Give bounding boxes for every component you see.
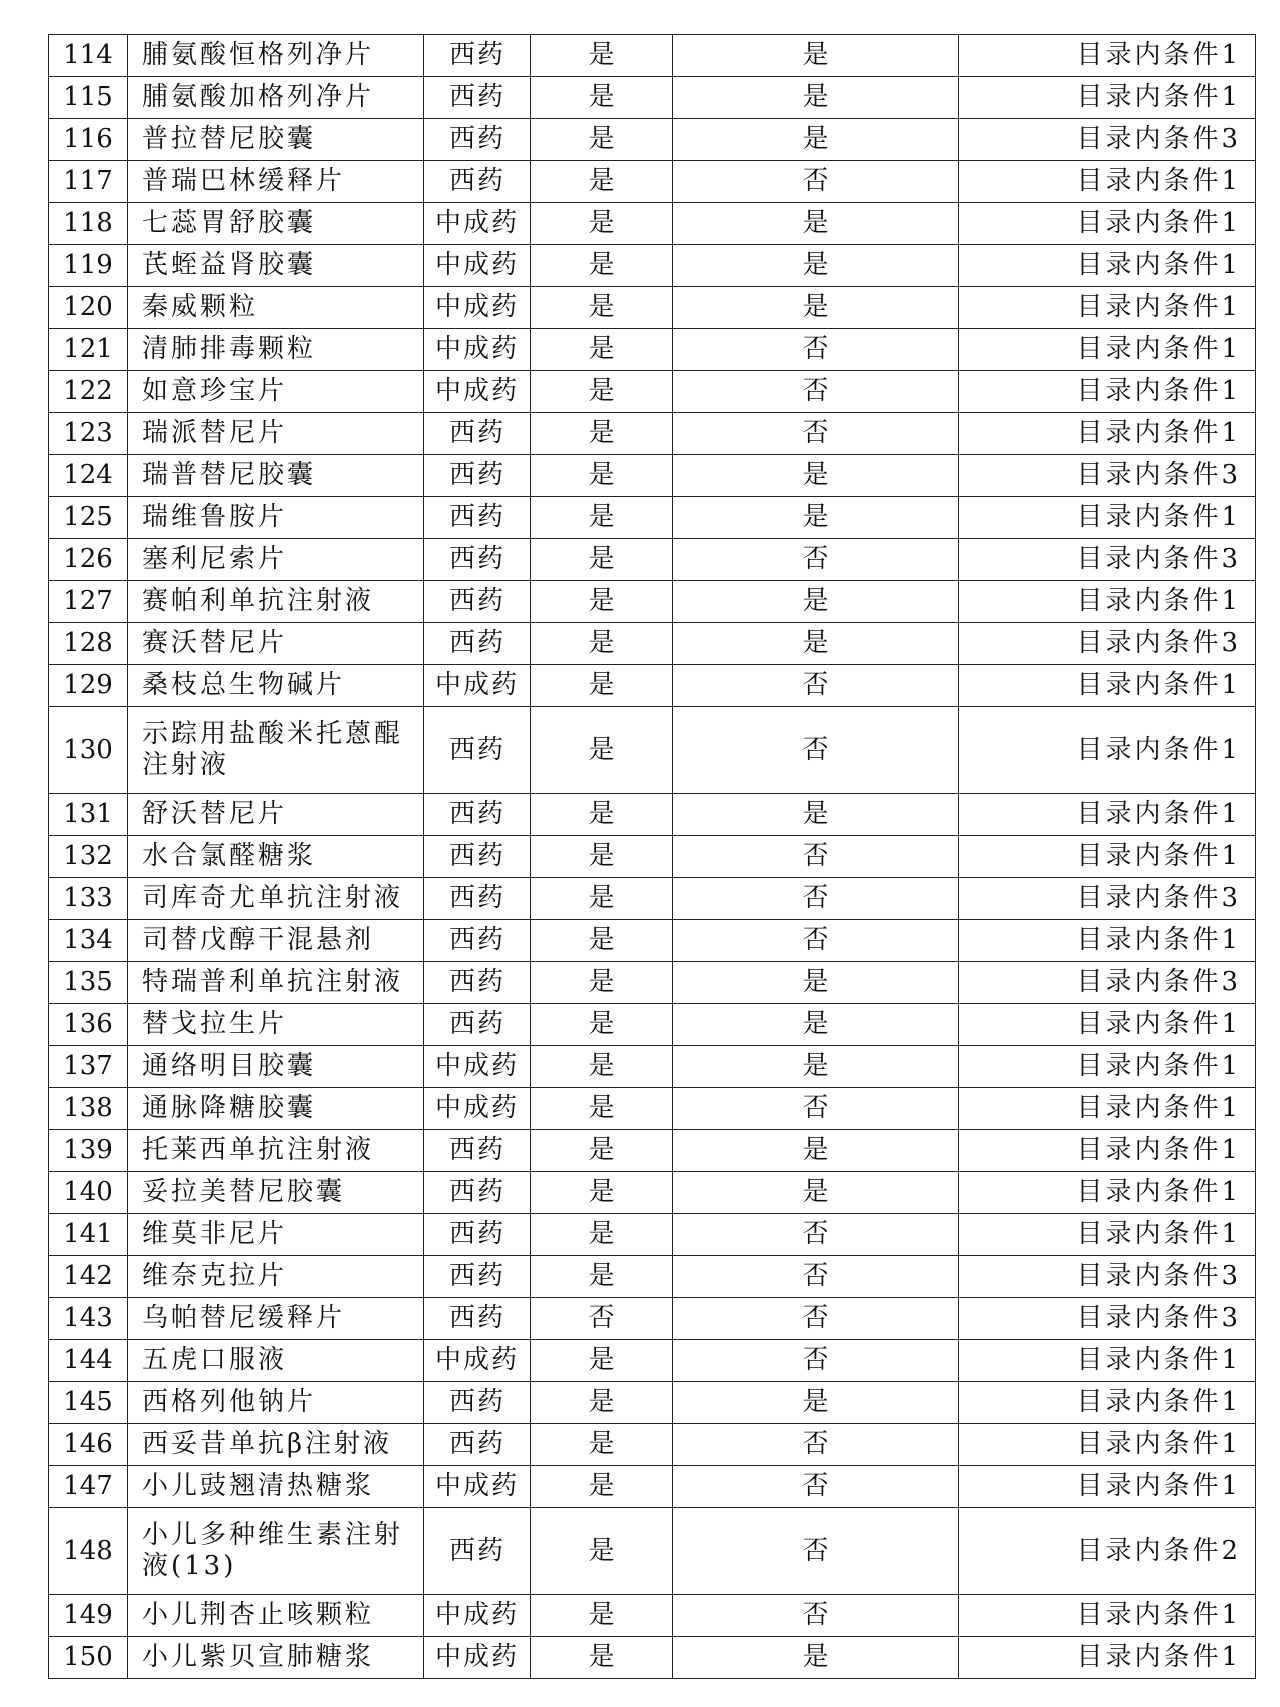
drug-name: 瑞派替尼片 (128, 413, 424, 455)
flag-column-4: 是 (531, 203, 673, 245)
drug-name: 如意珍宝片 (128, 371, 424, 413)
table-row (49, 1046, 1256, 1088)
row-number: 117 (49, 161, 128, 203)
flag-column-4: 是 (531, 581, 673, 623)
flag-column-5: 是 (673, 77, 959, 119)
row-number: 121 (49, 329, 128, 371)
flag-column-5: 否 (673, 665, 959, 707)
table-row (49, 665, 1256, 707)
row-number: 134 (49, 920, 128, 962)
drug-name: 维莫非尼片 (128, 1214, 424, 1256)
drug-type: 西药 (424, 836, 531, 878)
flag-column-5: 是 (673, 455, 959, 497)
flag-column-4: 是 (531, 1382, 673, 1424)
drug-type: 西药 (424, 77, 531, 119)
table-row (49, 245, 1256, 287)
row-number: 130 (49, 707, 128, 794)
drug-name: 通络明目胶囊 (128, 1046, 424, 1088)
flag-column-4: 是 (531, 1637, 673, 1679)
row-number: 122 (49, 371, 128, 413)
flag-column-5: 否 (673, 1088, 959, 1130)
catalog-condition: 目录内条件3 (959, 119, 1256, 161)
row-number: 129 (49, 665, 128, 707)
row-number: 140 (49, 1172, 128, 1214)
flag-column-5: 否 (673, 413, 959, 455)
flag-column-5: 否 (673, 707, 959, 794)
row-number: 127 (49, 581, 128, 623)
row-number: 118 (49, 203, 128, 245)
flag-column-4: 是 (531, 539, 673, 581)
drug-name: 芪蛭益肾胶囊 (128, 245, 424, 287)
flag-column-4: 是 (531, 245, 673, 287)
catalog-condition: 目录内条件1 (959, 413, 1256, 455)
drug-type: 西药 (424, 1172, 531, 1214)
flag-column-5: 是 (673, 794, 959, 836)
table-row (49, 497, 1256, 539)
drug-type: 西药 (424, 1298, 531, 1340)
drug-type: 西药 (424, 413, 531, 455)
flag-column-5: 否 (673, 920, 959, 962)
drug-name: 西格列他钠片 (128, 1382, 424, 1424)
flag-column-5: 是 (673, 962, 959, 1004)
row-number: 141 (49, 1214, 128, 1256)
catalog-condition: 目录内条件1 (959, 1466, 1256, 1508)
table-row (49, 1088, 1256, 1130)
flag-column-5: 否 (673, 1256, 959, 1298)
table-row (49, 287, 1256, 329)
flag-column-5: 否 (673, 1595, 959, 1637)
table-body (49, 35, 1256, 1679)
drug-type: 中成药 (424, 1340, 531, 1382)
flag-column-4: 否 (531, 1298, 673, 1340)
drug-name: 小儿豉翘清热糖浆 (128, 1466, 424, 1508)
table-row (49, 455, 1256, 497)
table-row (49, 1172, 1256, 1214)
flag-column-5: 否 (673, 1340, 959, 1382)
flag-column-4: 是 (531, 413, 673, 455)
flag-column-5: 是 (673, 581, 959, 623)
drug-type: 中成药 (424, 245, 531, 287)
catalog-condition: 目录内条件1 (959, 836, 1256, 878)
flag-column-4: 是 (531, 329, 673, 371)
drug-type: 西药 (424, 455, 531, 497)
flag-column-5: 是 (673, 35, 959, 77)
flag-column-5: 是 (673, 1130, 959, 1172)
flag-column-5: 否 (673, 161, 959, 203)
table-row (49, 1214, 1256, 1256)
table-row (49, 77, 1256, 119)
drug-name: 普瑞巴林缓释片 (128, 161, 424, 203)
row-number: 132 (49, 836, 128, 878)
drug-name: 托莱西单抗注射液 (128, 1130, 424, 1172)
drug-type: 西药 (424, 35, 531, 77)
flag-column-5: 是 (673, 245, 959, 287)
table-row (49, 539, 1256, 581)
drug-type: 西药 (424, 539, 531, 581)
drug-name: 特瑞普利单抗注射液 (128, 962, 424, 1004)
catalog-condition: 目录内条件1 (959, 1046, 1256, 1088)
catalog-condition: 目录内条件1 (959, 1172, 1256, 1214)
drug-name: 瑞普替尼胶囊 (128, 455, 424, 497)
row-number: 142 (49, 1256, 128, 1298)
drug-type: 西药 (424, 623, 531, 665)
drug-name: 司库奇尤单抗注射液 (128, 878, 424, 920)
flag-column-4: 是 (531, 707, 673, 794)
row-number: 145 (49, 1382, 128, 1424)
flag-column-4: 是 (531, 1130, 673, 1172)
flag-column-4: 是 (531, 161, 673, 203)
document-page (48, 34, 1255, 1679)
table-row (49, 1382, 1256, 1424)
row-number: 146 (49, 1424, 128, 1466)
table-row (49, 413, 1256, 455)
drug-name: 示踪用盐酸米托蒽醌注射液 (128, 707, 424, 794)
flag-column-4: 是 (531, 1340, 673, 1382)
flag-column-5: 是 (673, 1382, 959, 1424)
drug-name: 替戈拉生片 (128, 1004, 424, 1046)
flag-column-5: 是 (673, 287, 959, 329)
row-number: 137 (49, 1046, 128, 1088)
row-number: 131 (49, 794, 128, 836)
row-number: 139 (49, 1130, 128, 1172)
table-row (49, 1466, 1256, 1508)
table-row (49, 329, 1256, 371)
table-row (49, 1298, 1256, 1340)
catalog-condition: 目录内条件1 (959, 920, 1256, 962)
catalog-condition: 目录内条件1 (959, 287, 1256, 329)
catalog-condition: 目录内条件1 (959, 1382, 1256, 1424)
catalog-condition: 目录内条件1 (959, 1214, 1256, 1256)
catalog-condition: 目录内条件1 (959, 794, 1256, 836)
flag-column-4: 是 (531, 35, 673, 77)
catalog-condition: 目录内条件1 (959, 497, 1256, 539)
catalog-condition: 目录内条件3 (959, 1256, 1256, 1298)
drug-name: 赛沃替尼片 (128, 623, 424, 665)
row-number: 135 (49, 962, 128, 1004)
catalog-condition: 目录内条件1 (959, 1004, 1256, 1046)
flag-column-5: 否 (673, 1424, 959, 1466)
drug-type: 中成药 (424, 665, 531, 707)
table-row (49, 119, 1256, 161)
catalog-condition: 目录内条件3 (959, 1298, 1256, 1340)
flag-column-4: 是 (531, 836, 673, 878)
catalog-condition: 目录内条件1 (959, 581, 1256, 623)
drug-type: 中成药 (424, 1595, 531, 1637)
row-number: 144 (49, 1340, 128, 1382)
flag-column-4: 是 (531, 497, 673, 539)
flag-column-5: 否 (673, 329, 959, 371)
drug-name: 瑞维鲁胺片 (128, 497, 424, 539)
flag-column-4: 是 (531, 119, 673, 161)
table-row (49, 1637, 1256, 1679)
catalog-condition: 目录内条件1 (959, 1130, 1256, 1172)
catalog-condition: 目录内条件3 (959, 539, 1256, 581)
table-row (49, 623, 1256, 665)
drug-name: 塞利尼索片 (128, 539, 424, 581)
drug-name: 赛帕利单抗注射液 (128, 581, 424, 623)
row-number: 149 (49, 1595, 128, 1637)
drug-name: 秦威颗粒 (128, 287, 424, 329)
catalog-condition: 目录内条件1 (959, 371, 1256, 413)
row-number: 143 (49, 1298, 128, 1340)
drug-name: 司替戊醇干混悬剂 (128, 920, 424, 962)
flag-column-5: 是 (673, 1046, 959, 1088)
drug-name: 乌帕替尼缓释片 (128, 1298, 424, 1340)
flag-column-5: 否 (673, 878, 959, 920)
flag-column-4: 是 (531, 1214, 673, 1256)
flag-column-5: 是 (673, 203, 959, 245)
flag-column-5: 是 (673, 1637, 959, 1679)
flag-column-4: 是 (531, 920, 673, 962)
row-number: 148 (49, 1508, 128, 1595)
table-row (49, 794, 1256, 836)
flag-column-5: 是 (673, 623, 959, 665)
flag-column-4: 是 (531, 1595, 673, 1637)
drug-type: 西药 (424, 794, 531, 836)
drug-type: 西药 (424, 1130, 531, 1172)
catalog-condition: 目录内条件3 (959, 878, 1256, 920)
drug-name: 小儿荆杏止咳颗粒 (128, 1595, 424, 1637)
row-number: 115 (49, 77, 128, 119)
table-row (49, 878, 1256, 920)
drug-name: 妥拉美替尼胶囊 (128, 1172, 424, 1214)
flag-column-5: 否 (673, 1214, 959, 1256)
drug-name: 普拉替尼胶囊 (128, 119, 424, 161)
drug-type: 西药 (424, 119, 531, 161)
drug-name: 清肺排毒颗粒 (128, 329, 424, 371)
drug-type: 中成药 (424, 1637, 531, 1679)
catalog-condition: 目录内条件3 (959, 623, 1256, 665)
row-number: 116 (49, 119, 128, 161)
table-row (49, 161, 1256, 203)
table-row (49, 371, 1256, 413)
drug-name: 桑枝总生物碱片 (128, 665, 424, 707)
catalog-condition: 目录内条件1 (959, 1340, 1256, 1382)
row-number: 120 (49, 287, 128, 329)
flag-column-4: 是 (531, 1256, 673, 1298)
drug-type: 中成药 (424, 329, 531, 371)
table-row (49, 1256, 1256, 1298)
drug-type: 西药 (424, 878, 531, 920)
drug-type: 西药 (424, 1256, 531, 1298)
flag-column-4: 是 (531, 371, 673, 413)
flag-column-5: 是 (673, 1172, 959, 1214)
table-row (49, 581, 1256, 623)
row-number: 125 (49, 497, 128, 539)
table-row (49, 836, 1256, 878)
row-number: 138 (49, 1088, 128, 1130)
table-row (49, 707, 1256, 794)
drug-name: 西妥昔单抗β注射液 (128, 1424, 424, 1466)
drug-name: 脯氨酸加格列净片 (128, 77, 424, 119)
flag-column-5: 是 (673, 497, 959, 539)
catalog-condition: 目录内条件1 (959, 35, 1256, 77)
drug-type: 西药 (424, 161, 531, 203)
flag-column-5: 否 (673, 1298, 959, 1340)
row-number: 114 (49, 35, 128, 77)
drug-name: 七蕊胃舒胶囊 (128, 203, 424, 245)
flag-column-5: 否 (673, 371, 959, 413)
flag-column-4: 是 (531, 1424, 673, 1466)
catalog-condition: 目录内条件1 (959, 1637, 1256, 1679)
drug-type: 中成药 (424, 371, 531, 413)
drug-type: 中成药 (424, 203, 531, 245)
row-number: 123 (49, 413, 128, 455)
drug-type: 中成药 (424, 1088, 531, 1130)
row-number: 147 (49, 1466, 128, 1508)
catalog-condition: 目录内条件3 (959, 962, 1256, 1004)
flag-column-4: 是 (531, 665, 673, 707)
flag-column-4: 是 (531, 455, 673, 497)
flag-column-5: 否 (673, 539, 959, 581)
table-row (49, 920, 1256, 962)
drug-type: 西药 (424, 1004, 531, 1046)
drug-name: 维奈克拉片 (128, 1256, 424, 1298)
flag-column-4: 是 (531, 878, 673, 920)
catalog-condition: 目录内条件1 (959, 329, 1256, 371)
flag-column-4: 是 (531, 1046, 673, 1088)
row-number: 126 (49, 539, 128, 581)
catalog-condition: 目录内条件2 (959, 1508, 1256, 1595)
row-number: 128 (49, 623, 128, 665)
catalog-condition: 目录内条件1 (959, 665, 1256, 707)
flag-column-5: 否 (673, 1466, 959, 1508)
table-row (49, 1130, 1256, 1172)
drug-type: 西药 (424, 962, 531, 1004)
catalog-condition: 目录内条件1 (959, 707, 1256, 794)
flag-column-4: 是 (531, 794, 673, 836)
table-row (49, 962, 1256, 1004)
drug-type: 西药 (424, 1214, 531, 1256)
drug-name: 舒沃替尼片 (128, 794, 424, 836)
table-row (49, 35, 1256, 77)
drug-type: 西药 (424, 920, 531, 962)
catalog-condition: 目录内条件1 (959, 161, 1256, 203)
flag-column-4: 是 (531, 287, 673, 329)
row-number: 119 (49, 245, 128, 287)
flag-column-5: 否 (673, 836, 959, 878)
flag-column-5: 是 (673, 1004, 959, 1046)
catalog-condition: 目录内条件1 (959, 1595, 1256, 1637)
drug-list-table (48, 34, 1256, 1679)
row-number: 136 (49, 1004, 128, 1046)
drug-name: 水合氯醛糖浆 (128, 836, 424, 878)
flag-column-4: 是 (531, 1088, 673, 1130)
catalog-condition: 目录内条件1 (959, 1424, 1256, 1466)
flag-column-4: 是 (531, 1466, 673, 1508)
row-number: 133 (49, 878, 128, 920)
table-row (49, 1340, 1256, 1382)
catalog-condition: 目录内条件1 (959, 1088, 1256, 1130)
drug-name: 小儿紫贝宣肺糖浆 (128, 1637, 424, 1679)
flag-column-4: 是 (531, 623, 673, 665)
drug-type: 中成药 (424, 1466, 531, 1508)
table-row (49, 1004, 1256, 1046)
drug-type: 中成药 (424, 1046, 531, 1088)
table-row (49, 1508, 1256, 1595)
drug-type: 西药 (424, 1382, 531, 1424)
drug-type: 西药 (424, 1424, 531, 1466)
flag-column-4: 是 (531, 77, 673, 119)
drug-name: 五虎口服液 (128, 1340, 424, 1382)
flag-column-4: 是 (531, 1508, 673, 1595)
drug-name: 通脉降糖胶囊 (128, 1088, 424, 1130)
catalog-condition: 目录内条件1 (959, 245, 1256, 287)
flag-column-4: 是 (531, 1172, 673, 1214)
drug-type: 西药 (424, 497, 531, 539)
row-number: 124 (49, 455, 128, 497)
drug-type: 西药 (424, 581, 531, 623)
table-row (49, 1424, 1256, 1466)
table-row (49, 203, 1256, 245)
drug-type: 西药 (424, 707, 531, 794)
drug-type: 西药 (424, 1508, 531, 1595)
flag-column-4: 是 (531, 1004, 673, 1046)
drug-name: 小儿多种维生素注射液(13) (128, 1508, 424, 1595)
drug-name: 脯氨酸恒格列净片 (128, 35, 424, 77)
drug-type: 中成药 (424, 287, 531, 329)
flag-column-5: 是 (673, 119, 959, 161)
flag-column-5: 否 (673, 1508, 959, 1595)
catalog-condition: 目录内条件1 (959, 77, 1256, 119)
table-row (49, 1595, 1256, 1637)
row-number: 150 (49, 1637, 128, 1679)
catalog-condition: 目录内条件1 (959, 203, 1256, 245)
catalog-condition: 目录内条件3 (959, 455, 1256, 497)
flag-column-4: 是 (531, 962, 673, 1004)
